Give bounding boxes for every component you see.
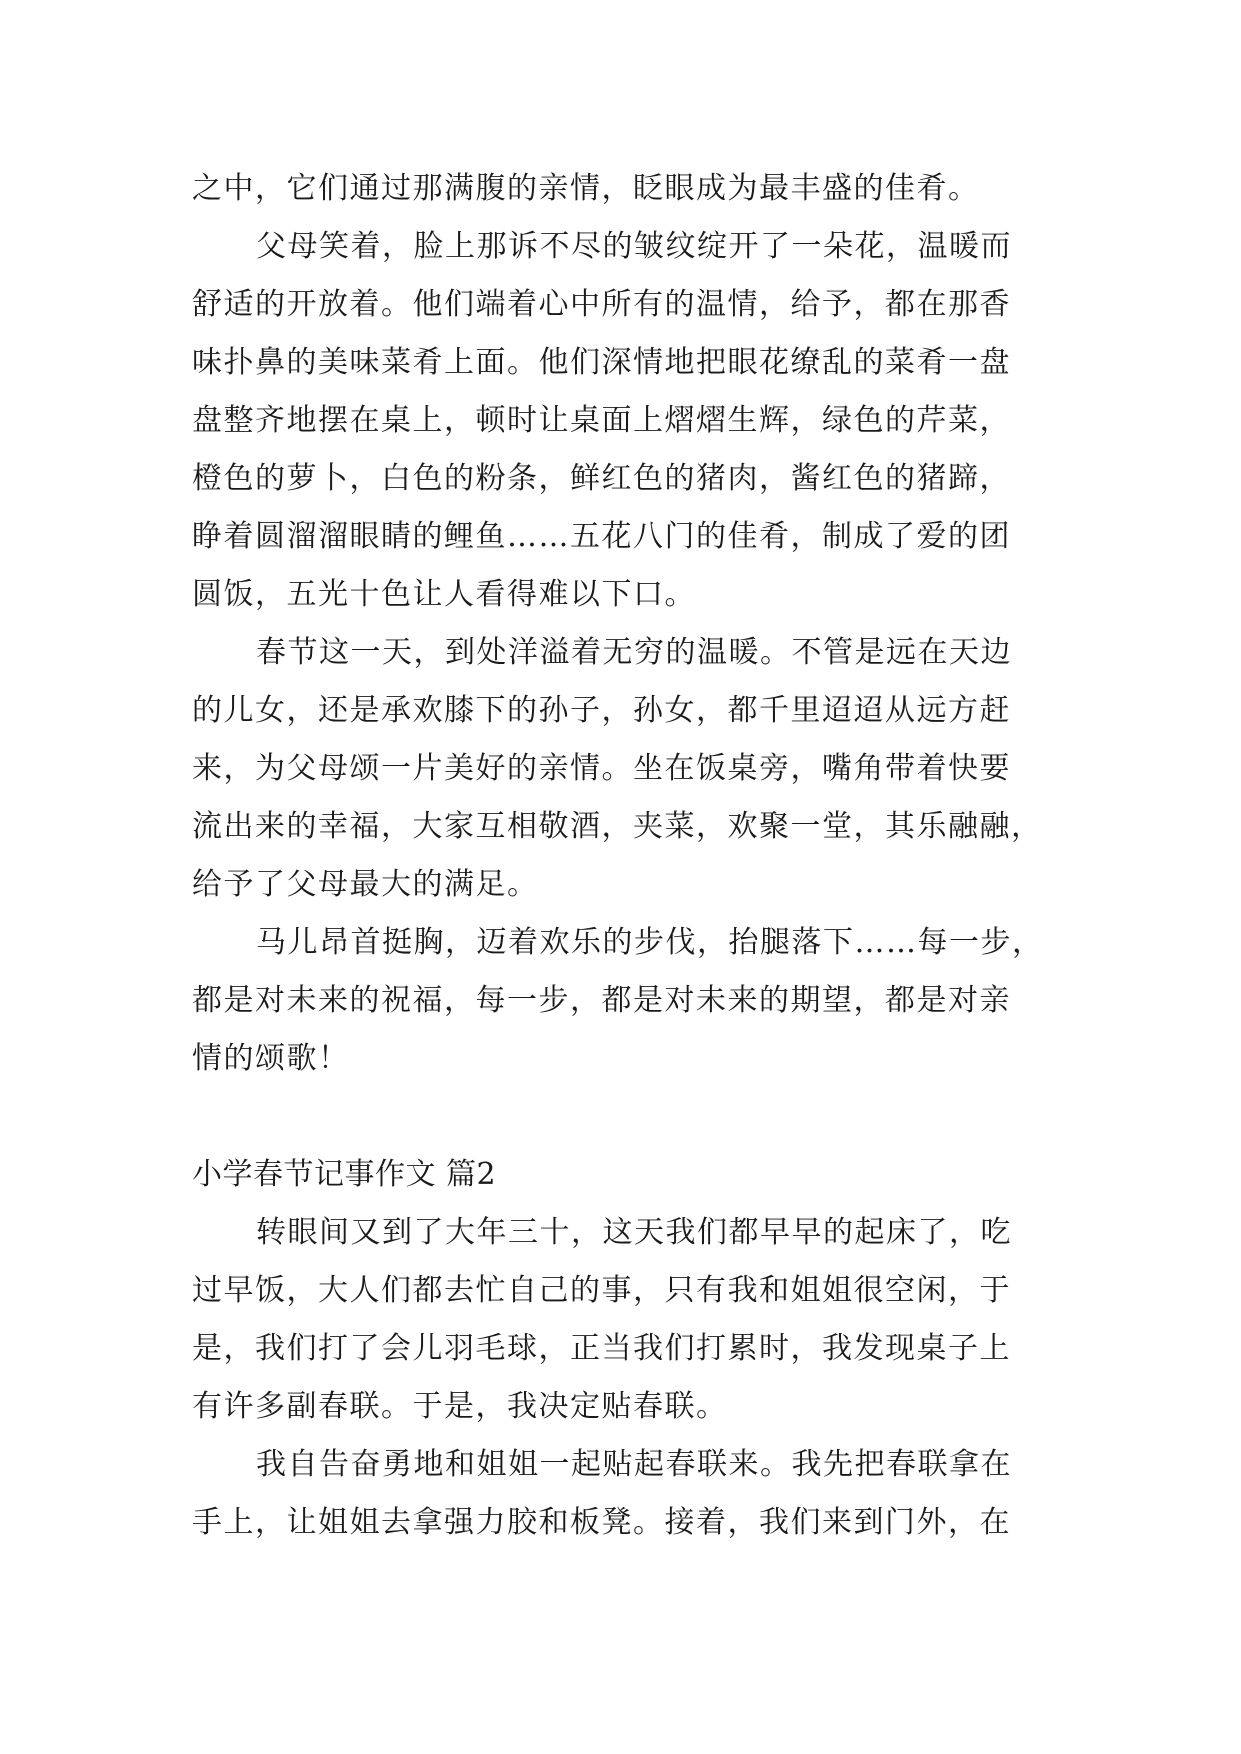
body-line: 来，为父母颂一片美好的亲情。坐在饭桌旁，嘴角带着快要 [192, 751, 1011, 786]
paragraph-first-line: 父母笑着，脸上那诉不尽的皱纹绽开了一朵花，温暖而 [256, 229, 1012, 264]
section-heading: 小学春节记事作文 篇2 [192, 1157, 497, 1192]
body-line: 手上，让姐姐去拿强力胶和板凳。接着，我们来到门外，在 [192, 1505, 1011, 1540]
body-line: 情的颂歌！ [192, 1041, 350, 1076]
paragraph-first-line: 转眼间又到了大年三十，这天我们都早早的起床了，吃 [256, 1215, 1012, 1250]
body-line: 睁着圆溜溜眼睛的鲤鱼……五花八门的佳肴，制成了爱的团 [192, 519, 1011, 554]
body-line: 之中，它们通过那满腹的亲情，眨眼成为最丰盛的佳肴。 [192, 171, 980, 206]
body-line: 过早饭，大人们都去忙自己的事，只有我和姐姐很空闲，于 [192, 1273, 1011, 1308]
body-line: 圆饭，五光十色让人看得难以下口。 [192, 577, 696, 612]
paragraph-first-line: 我自告奋勇地和姐姐一起贴起春联来。我先把春联拿在 [256, 1447, 1012, 1482]
paragraph-first-line: 春节这一天，到处洋溢着无穷的温暖。不管是远在天边 [256, 635, 1012, 670]
body-line: 的儿女，还是承欢膝下的孙子，孙女，都千里迢迢从远方赶 [192, 693, 1011, 728]
body-line: 是，我们打了会儿羽毛球，正当我们打累时，我发现桌子上 [192, 1331, 1011, 1366]
paragraph-first-line: 马儿昂首挺胸，迈着欢乐的步伐，抬腿落下……每一步， [256, 925, 1044, 960]
body-line: 舒适的开放着。他们端着心中所有的温情，给予，都在那香 [192, 287, 1011, 322]
body-line: 盘整齐地摆在桌上，顿时让桌面上熠熠生辉，绿色的芹菜， [192, 403, 1011, 438]
document-page [192, 160, 1054, 1552]
section-spacer [192, 1088, 1054, 1146]
body-line: 味扑鼻的美味菜肴上面。他们深情地把眼花缭乱的菜肴一盘 [192, 345, 1011, 380]
body-line: 橙色的萝卜，白色的粉条，鲜红色的猪肉，酱红色的猪蹄， [192, 461, 1011, 496]
body-line: 有许多副春联。于是，我决定贴春联。 [192, 1389, 728, 1424]
body-line: 流出来的幸福，大家互相敬酒，夹菜，欢聚一堂，其乐融融， [192, 809, 1043, 844]
body-line: 给予了父母最大的满足。 [192, 867, 539, 902]
body-line: 都是对未来的祝福，每一步，都是对未来的期望，都是对亲 [192, 983, 1011, 1018]
